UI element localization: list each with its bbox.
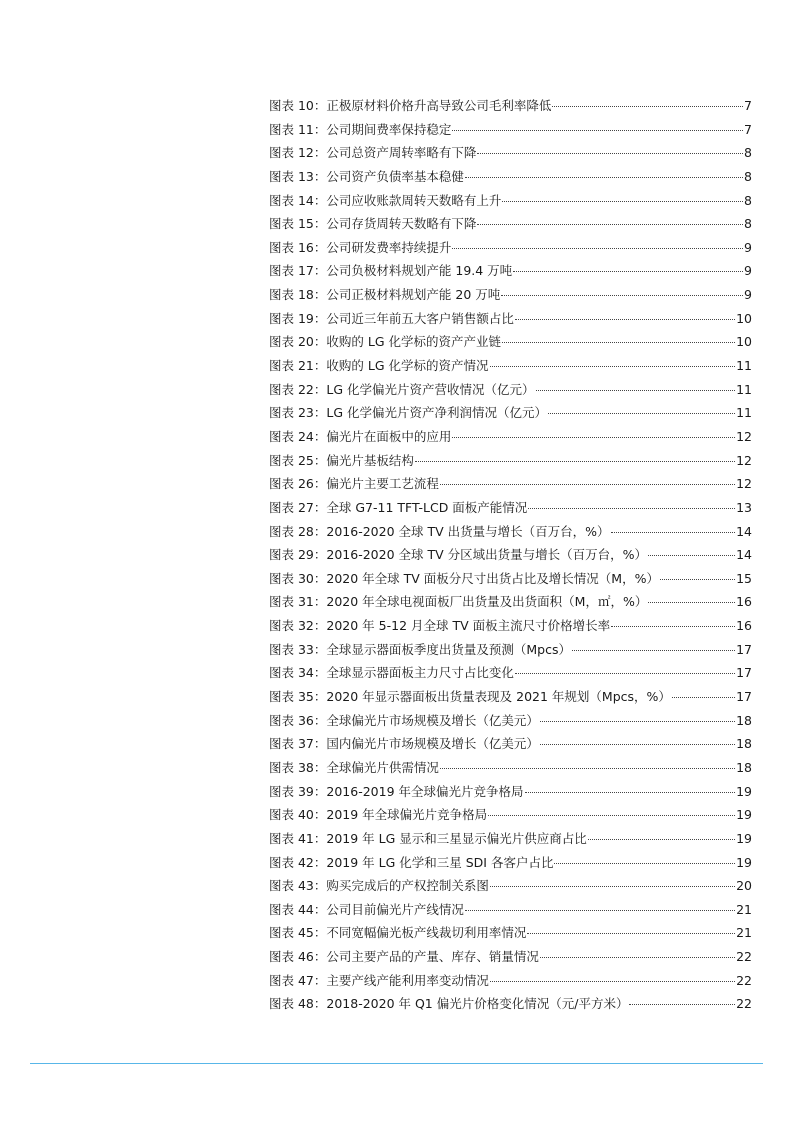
toc-entry-32[interactable]	[269, 827, 752, 851]
table-of-figures	[269, 94, 752, 1016]
figure-title: 全球显示器面板季度出货量及预测（Mpcs）	[326, 641, 571, 657]
dot-leader	[502, 342, 735, 343]
dot-leader	[540, 721, 735, 722]
figure-title: LG 化学偏光片资产净利润情况（亿元）	[326, 405, 548, 421]
dot-leader	[648, 555, 735, 556]
figure-number: 图表 24：	[269, 428, 327, 444]
dot-leader	[525, 792, 736, 793]
figure-title: 公司存货周转天数略有下降	[326, 216, 477, 232]
dot-leader	[490, 366, 736, 367]
figure-number: 图表 18：	[269, 287, 327, 303]
page-number: 7	[744, 98, 752, 113]
toc-entry-23[interactable]	[269, 614, 752, 638]
toc-entry-30[interactable]	[269, 780, 752, 804]
dot-leader	[660, 579, 735, 580]
figure-title: 收购的 LG 化学标的资产情况	[326, 358, 489, 374]
figure-number: 图表 22：	[269, 381, 327, 397]
page-number: 9	[744, 239, 752, 255]
dot-leader	[465, 910, 735, 911]
figure-number: 图表 44：	[269, 901, 327, 917]
page-number: 19	[736, 854, 752, 870]
dot-leader	[513, 271, 743, 272]
toc-entry-1[interactable]	[269, 94, 752, 118]
figure-title: 公司目前偏光片产线情况	[326, 901, 464, 917]
page-number: 11	[736, 405, 752, 421]
figure-title: 公司资产负债率基本稳健	[326, 168, 464, 184]
figure-number: 图表 38：	[269, 759, 327, 775]
figure-title: 2018-2020 年 Q1 偏光片价格变化情况（元/平方米）	[326, 996, 629, 1012]
dot-leader	[540, 744, 735, 745]
figure-number: 图表 15：	[269, 216, 327, 232]
figure-number: 图表 36：	[269, 712, 327, 728]
dot-leader	[488, 815, 735, 816]
figure-number: 图表 11：	[269, 121, 327, 137]
figure-number: 图表 34：	[269, 665, 327, 681]
dot-leader	[611, 532, 736, 533]
toc-entry-39[interactable]	[269, 992, 752, 1016]
dot-leader	[440, 768, 735, 769]
toc-entry-15[interactable]	[269, 425, 752, 449]
toc-entry-16[interactable]	[269, 449, 752, 473]
figure-title: 2016-2019 年全球偏光片竞争格局	[326, 783, 524, 799]
page-number: 10	[736, 310, 752, 326]
figure-number: 图表 12：	[269, 145, 327, 161]
figure-title: 2016-2020 全球 TV 分区域出货量与增长（百万台，%）	[326, 547, 648, 563]
figure-number: 图表 19：	[269, 310, 327, 326]
figure-number: 图表 25：	[269, 452, 327, 468]
dot-leader	[477, 224, 743, 225]
figure-number: 图表 30：	[269, 570, 327, 586]
figure-number: 图表 42：	[269, 854, 327, 870]
figure-title: 全球偏光片供需情况	[326, 759, 439, 775]
figure-title: 购买完成后的产权控制关系图	[326, 878, 489, 894]
toc-entry-24[interactable]	[269, 638, 752, 662]
toc-entry-9[interactable]	[269, 283, 752, 307]
dot-leader	[540, 957, 735, 958]
page-number: 8	[744, 192, 752, 208]
figure-number: 图表 21：	[269, 358, 327, 374]
dot-leader	[528, 508, 735, 509]
figure-title: 偏光片在面板中的应用	[326, 428, 452, 444]
toc-entry-27[interactable]	[269, 709, 752, 733]
page-number: 10	[736, 334, 752, 350]
figure-number: 图表 47：	[269, 972, 327, 988]
page-number: 11	[736, 381, 752, 397]
page-number: 12	[736, 476, 752, 492]
toc-entry-34[interactable]	[269, 874, 752, 898]
figure-title: 主要产线产能利用率变动情况	[326, 972, 489, 988]
footer-divider	[30, 1063, 763, 1064]
figure-number: 图表 17：	[269, 263, 327, 279]
page-number: 17	[736, 665, 752, 681]
dot-leader	[477, 153, 743, 154]
toc-entry-7[interactable]	[269, 236, 752, 260]
toc-entry-37[interactable]	[269, 945, 752, 969]
toc-entry-18[interactable]	[269, 496, 752, 520]
page-number: 9	[744, 263, 752, 279]
figure-number: 图表 48：	[269, 996, 327, 1012]
figure-title: 正极原材料价格升高导致公司毛利率降低	[326, 98, 552, 113]
figure-title: 2016-2020 全球 TV 出货量与增长（百万台，%）	[326, 523, 610, 539]
page-number: 18	[736, 736, 752, 752]
toc-entry-36[interactable]	[269, 921, 752, 945]
figure-number: 图表 14：	[269, 192, 327, 208]
toc-entry-5[interactable]	[269, 189, 752, 213]
figure-number: 图表 27：	[269, 499, 327, 515]
figure-title: 不同宽幅偏光板产线裁切利用率情况	[326, 925, 527, 941]
page-number: 11	[736, 358, 752, 374]
figure-title: 公司研发费率持续提升	[326, 239, 452, 255]
toc-entry-13[interactable]	[269, 378, 752, 402]
page-number: 21	[736, 925, 752, 941]
figure-number: 图表 46：	[269, 949, 327, 965]
dot-leader	[440, 484, 735, 485]
toc-entry-19[interactable]	[269, 520, 752, 544]
figure-number: 图表 43：	[269, 878, 327, 894]
dot-leader	[588, 839, 735, 840]
page-number: 16	[736, 618, 752, 634]
dot-leader	[490, 981, 735, 982]
figure-title: 公司总资产周转率略有下降	[326, 145, 477, 161]
figure-title: 2020 年全球 TV 面板分尺寸出货占比及增长情况（M，%）	[326, 570, 659, 586]
page-number: 14	[736, 523, 752, 539]
toc-entry-3[interactable]	[269, 141, 752, 165]
toc-entry-20[interactable]	[269, 543, 752, 567]
figure-number: 图表 37：	[269, 736, 327, 752]
figure-number: 图表 26：	[269, 476, 327, 492]
figure-number: 图表 29：	[269, 547, 327, 563]
figure-number: 图表 35：	[269, 689, 327, 705]
page-number: 19	[736, 783, 752, 799]
figure-title: 全球 G7-11 TFT-LCD 面板产能情况	[326, 499, 528, 515]
toc-entry-38[interactable]	[269, 969, 752, 993]
dot-leader	[452, 130, 743, 131]
toc-entry-33[interactable]	[269, 851, 752, 875]
toc-entry-31[interactable]	[269, 803, 752, 827]
figure-title: 全球偏光片市场规模及增长（亿美元）	[326, 712, 539, 728]
figure-title: 2019 年全球偏光片竞争格局	[326, 807, 488, 823]
figure-title: 2020 年显示器面板出货量表现及 2021 年规划（Mpcs，%）	[326, 689, 671, 705]
dot-leader	[415, 461, 735, 462]
dot-leader	[548, 413, 735, 414]
toc-entry-25[interactable]	[269, 661, 752, 685]
figure-title: 2020 年 5-12 月全球 TV 面板主流尺寸价格增长率	[326, 618, 611, 634]
figure-title: 偏光片主要工艺流程	[326, 476, 439, 492]
toc-entry-8[interactable]	[269, 259, 752, 283]
toc-entry-10[interactable]	[269, 307, 752, 331]
dot-leader	[536, 390, 736, 391]
page-number: 18	[736, 759, 752, 775]
figure-number: 图表 10：	[269, 98, 327, 113]
figure-title: 2019 年 LG 化学和三星 SDI 各客户占比	[326, 854, 554, 870]
dot-leader	[552, 106, 743, 107]
page-number: 7	[744, 121, 752, 137]
figure-number: 图表 23：	[269, 405, 327, 421]
toc-entry-17[interactable]	[269, 472, 752, 496]
page-number: 19	[736, 830, 752, 846]
figure-number: 图表 13：	[269, 168, 327, 184]
page-number: 22	[736, 996, 752, 1012]
figure-number: 图表 28：	[269, 523, 327, 539]
page-number: 8	[744, 145, 752, 161]
page-number: 14	[736, 547, 752, 563]
page-number: 12	[736, 428, 752, 444]
figure-number: 图表 16：	[269, 239, 327, 255]
dot-leader	[502, 201, 743, 202]
figure-title: 2020 年全球电视面板厂出货量及出货面积（M，㎡，%）	[326, 594, 648, 610]
page-number: 17	[736, 689, 752, 705]
toc-entry-4[interactable]	[269, 165, 752, 189]
toc-entry-6[interactable]	[269, 212, 752, 236]
figure-number: 图表 39：	[269, 783, 327, 799]
toc-entry-22[interactable]	[269, 590, 752, 614]
dot-leader	[515, 673, 735, 674]
dot-leader	[527, 933, 735, 934]
dot-leader	[648, 602, 735, 603]
toc-entry-12[interactable]	[269, 354, 752, 378]
figure-number: 图表 20：	[269, 334, 327, 350]
figure-title: 公司近三年前五大客户销售额占比	[326, 310, 514, 326]
figure-number: 图表 40：	[269, 807, 327, 823]
figure-title: 偏光片基板结构	[326, 452, 414, 468]
dot-leader	[572, 650, 735, 651]
toc-entry-14[interactable]	[269, 401, 752, 425]
toc-entry-28[interactable]	[269, 732, 752, 756]
figure-title: 国内偏光片市场规模及增长（亿美元）	[326, 736, 539, 752]
figure-number: 图表 31：	[269, 594, 327, 610]
page-number: 20	[736, 878, 752, 894]
toc-entry-35[interactable]	[269, 898, 752, 922]
page-number: 8	[744, 168, 752, 184]
dot-leader	[611, 626, 735, 627]
figure-title: 全球显示器面板主力尺寸占比变化	[326, 665, 514, 681]
page-number: 22	[736, 972, 752, 988]
figure-number: 图表 41：	[269, 830, 327, 846]
toc-entry-26[interactable]	[269, 685, 752, 709]
dot-leader	[465, 177, 743, 178]
page-number: 9	[744, 287, 752, 303]
dot-leader	[515, 319, 735, 320]
dot-leader	[629, 1004, 735, 1005]
dot-leader	[501, 295, 743, 296]
toc-entry-29[interactable]	[269, 756, 752, 780]
figure-title: 2019 年 LG 显示和三星显示偏光片供应商占比	[326, 830, 587, 846]
dot-leader	[452, 248, 743, 249]
page-number: 22	[736, 949, 752, 965]
toc-entry-2[interactable]	[269, 118, 752, 142]
figure-number: 图表 32：	[269, 618, 327, 634]
dot-leader	[452, 437, 735, 438]
page-number: 12	[736, 452, 752, 468]
page-number: 21	[736, 901, 752, 917]
page-number: 19	[736, 807, 752, 823]
page-number: 16	[736, 594, 752, 610]
figure-title: 收购的 LG 化学标的资产产业链	[326, 334, 501, 350]
figure-title: 公司负极材料规划产能 19.4 万吨	[326, 263, 513, 279]
toc-entry-21[interactable]	[269, 567, 752, 591]
figure-title: 公司主要产品的产量、库存、销量情况	[326, 949, 539, 965]
page-number: 8	[744, 216, 752, 232]
page-number: 18	[736, 712, 752, 728]
figure-number: 图表 33：	[269, 641, 327, 657]
figure-title: 公司正极材料规划产能 20 万吨	[326, 287, 501, 303]
toc-entry-11[interactable]	[269, 330, 752, 354]
figure-title: 公司应收账款周转天数略有上升	[326, 192, 502, 208]
dot-leader	[672, 697, 735, 698]
page-number: 13	[736, 499, 752, 515]
figure-title: LG 化学偏光片资产营收情况（亿元）	[326, 381, 535, 397]
page-number: 15	[736, 570, 752, 586]
figure-number: 图表 45：	[269, 925, 327, 941]
dot-leader	[490, 886, 735, 887]
figure-title: 公司期间费率保持稳定	[326, 121, 452, 137]
dot-leader	[554, 863, 735, 864]
page-number: 17	[736, 641, 752, 657]
